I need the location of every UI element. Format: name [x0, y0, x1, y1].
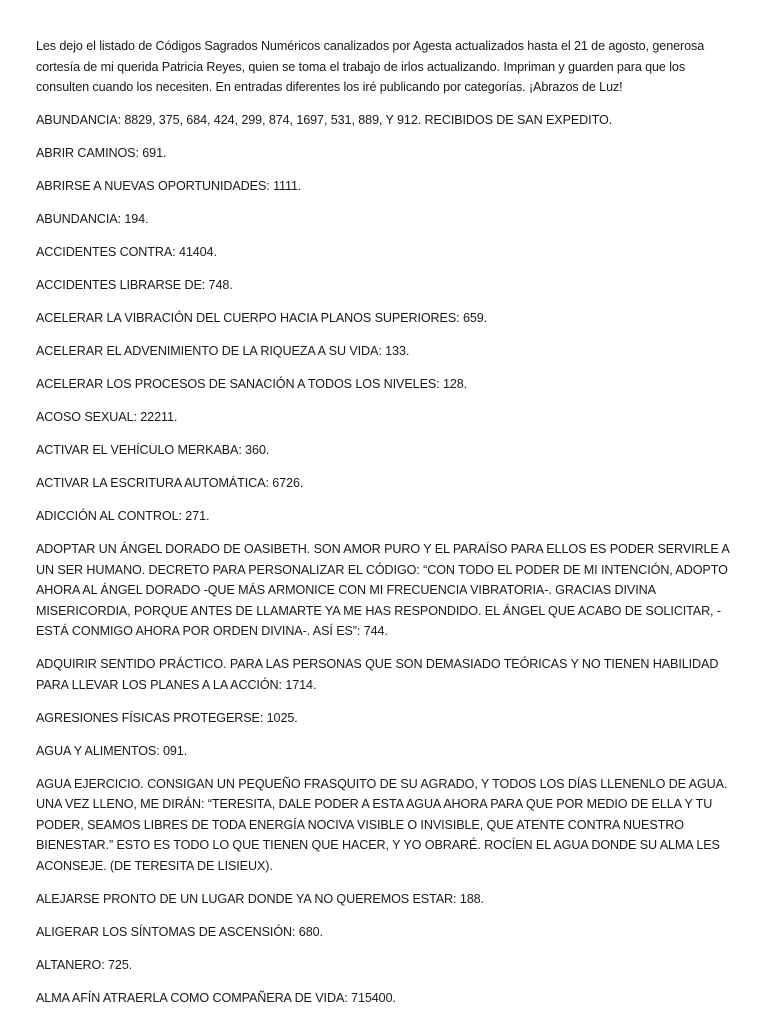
code-entry: ACCIDENTES CONTRA: 41404. — [36, 245, 217, 259]
code-entry: ABRIR CAMINOS: 691. — [36, 146, 167, 160]
code-entry: ADICCIÓN AL CONTROL: 271. — [36, 509, 210, 523]
code-entry: ALMA AFÍN ATRAERLA COMO COMPAÑERA DE VIDA: 715400. — [36, 990, 396, 1005]
code-entry: ADQUIRIR SENTIDO PRÁCTICO. PARA LAS PERSONAS QUE SON DEMASIADO TEÓRICAS Y NO TIENEN HABILIDAD PARA LLEVAR LOS PLANES A LA ACCIÓN: 1714. — [36, 657, 719, 692]
document-page — [36, 36, 736, 1021]
code-entry: ALTANERO: 725. — [36, 957, 133, 972]
code-entry: ACCIDENTES LIBRARSE DE: 748. — [36, 278, 233, 292]
code-entry: ACELERAR EL ADVENIMIENTO DE LA RIQUEZA A SU VIDA: 133. — [36, 344, 410, 358]
code-entry: ACTIVAR LA ESCRITURA AUTOMÁTICA: 6726. — [36, 476, 304, 490]
code-entry: ABRIRSE A NUEVAS OPORTUNIDADES: 1111. — [36, 179, 302, 193]
code-entry: ACELERAR LA VIBRACIÓN DEL CUERPO HACIA PLANOS SUPERIORES: 659. — [36, 311, 488, 325]
code-entry: ADOPTAR UN ÁNGEL DORADO DE OASIBETH. SON AMOR PURO Y EL PARAÍSO PARA ELLOS ES PODER SERVIRLE A UN SER HUMANO. DECRETO PARA PERSONALIZAR EL CÓDIGO: “CON TODO EL PODER DE MI INTENCIÓN, ADOPTO AHORA AL ÁNGEL DORADO -QUE MÁS ARMONICE CON MI FRECUENCIA VIBRATORIA-. GRACIAS DIVINA MISERICORDIA, PORQUE ANTES DE LLAMARTE YA ME HAS RESPONDIDO. EL ÁNGEL QUE ACABO DE SOLICITAR, -ESTÁ CONMIGO AHORA POR ORDEN DIVINA-. ASÍ ES”: 744. — [36, 542, 730, 638]
code-entry: AGRESIONES FÍSICAS PROTEGERSE: 1025. — [36, 710, 298, 725]
intro-paragraph: Les dejo el listado de Códigos Sagrados Numéricos canalizados por Agesta actualizados hasta el 21 de agosto, generosa cortesía de mi querida Patricia Reyes, quien se toma el trabajo de irlos actualizando. Impriman y guarden para que los consulten cuando los necesiten. En entradas diferentes los iré publicando por categorías. ¡Abrazos de Luz! — [36, 39, 705, 94]
code-entry: ABUNDANCIA: 194. — [36, 212, 149, 226]
code-entry: ACELERAR LOS PROCESOS DE SANACIÓN A TODOS LOS NIVELES: 128. — [36, 377, 468, 391]
code-entry: AGUA EJERCICIO. CONSIGAN UN PEQUEÑO FRASQUITO DE SU AGRADO, Y TODOS LOS DÍAS LLENENLO DE AGUA. UNA VEZ LLENO, ME DIRÁN: “TERESITA, DALE PODER A ESTA AGUA AHORA PARA QUE POR MEDIO DE ELLA Y TU PODER, SEAMOS LIBRES DE TODA ENERGÍA NOCIVA VISIBLE O INVISIBLE, QUE ATENTE CONTRA NUESTRO BIENESTAR.” ESTO ES TODO LO QUE TIENEN QUE HACER, Y YO OBRARÉ. ROCÍEN EL AGUA DONDE SU ALMA LES ACONSEJE. (DE TERESITA DE LISIEUX). — [36, 776, 728, 873]
code-entry: ALIGERAR LOS SÍNTOMAS DE ASCENSIÓN: 680. — [36, 924, 323, 939]
code-entry: ABUNDANCIA: 8829, 375, 684, 424, 299, 874, 1697, 531, 889, Y 912. RECIBIDOS DE SAN EXPEDITO. — [36, 113, 613, 127]
code-entry: ACTIVAR EL VEHÍCULO MERKABA: 360. — [36, 443, 270, 457]
code-entry: ALEJARSE PRONTO DE UN LUGAR DONDE YA NO QUEREMOS ESTAR: 188. — [36, 891, 484, 906]
code-entry: AGUA Y ALIMENTOS: 091. — [36, 743, 188, 758]
code-entry: ACOSO SEXUAL: 22211. — [36, 410, 178, 424]
